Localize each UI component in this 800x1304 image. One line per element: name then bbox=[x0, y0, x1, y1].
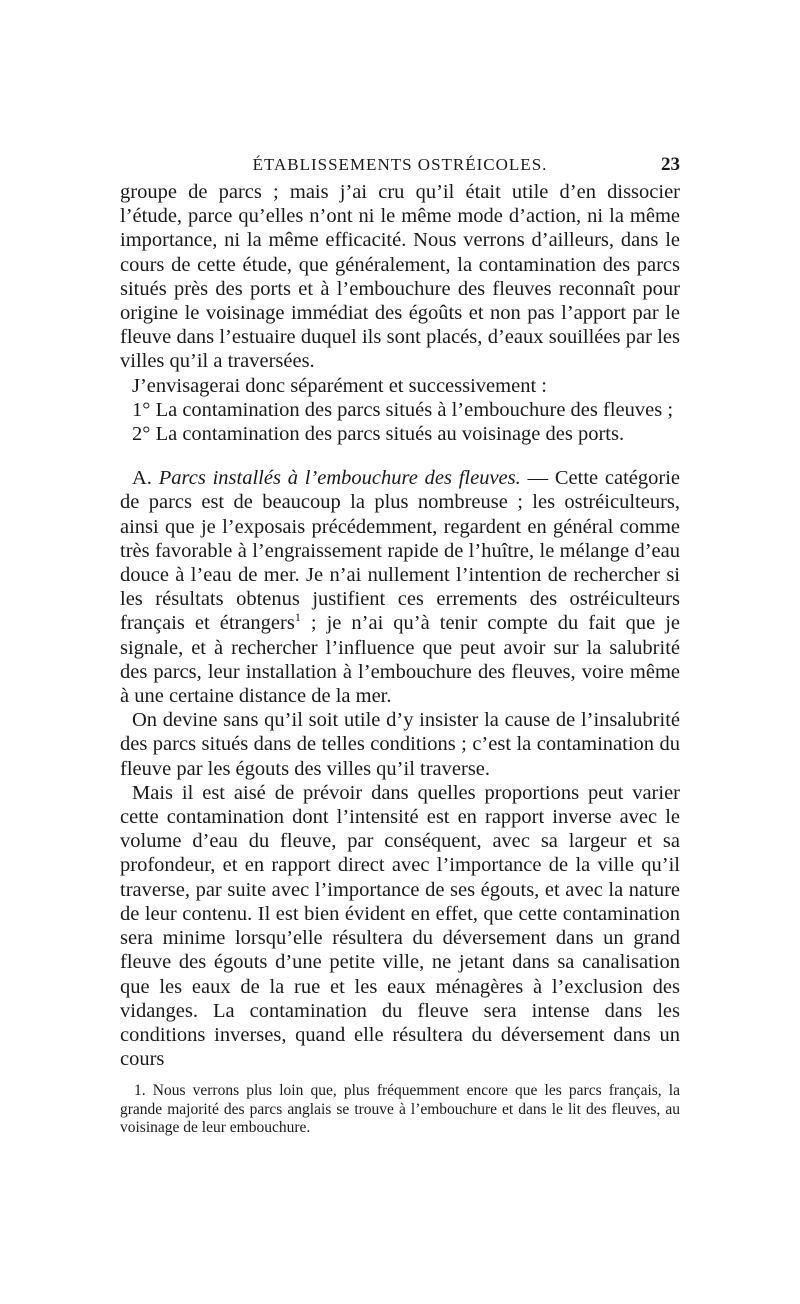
running-title: ÉTABLISSEMENTS OSTRÉICOLES. bbox=[252, 155, 548, 174]
list-item-2: 2° La contamination des parcs situés au voisinage des ports. bbox=[132, 423, 625, 446]
section-text-a: — Cette catégorie de parcs est de beaucoup la plus nombreuse ; les ostréiculteurs, ainsi que je l’exposais précédemment, regardent en général comme très favorable à l’engraissement rapide de l’huître, le mélange d’eau douce à l’eau de mer. Je n’ai nullement l’intention de rechercher si les résultats obtenus justifient ces errements des ostréiculteurs français et étrangers bbox=[120, 467, 681, 635]
paragraph-6: On devine sans qu’il soit utile d’y insister la cause de l’insalubrité des parcs situés dans de telles conditions ; c’est la contamination du fleuve par les égouts des villes qu’il traverse. bbox=[120, 709, 680, 780]
list-item-1: 1° La contamination des parcs situés à l’embouchure des fleuves ; bbox=[132, 398, 674, 421]
section-title: Parcs installés à l’embouchure des fleuves. bbox=[158, 467, 521, 490]
footnote: 1. Nous verrons plus loin que, plus fréquemment encore que les parcs français, la grande majorité des parcs anglais se trouve à l’embouchure et dans le lit des fleuves, au voisinage de leur embouchure. bbox=[120, 1082, 680, 1136]
paragraph-2: J’envisagerai donc séparément et successivement : bbox=[132, 374, 547, 397]
footnote-marker: 1 bbox=[294, 610, 301, 625]
paragraph-1: groupe de parcs ; mais j’ai cru qu’il était utile d’en dissocier l’étude, parce qu’elles n’ont ni le même mode d’action, ni la même importance, ni la même efficacité. Nous verrons d’ailleurs, dans le cours de cette étude, que généralement, la contamination des parcs situés près des ports et à l’embouchure des fleuves reconnaît pour origine le voisinage immédiat des égoûts et non pas l’apport par le fleuve dans l’estuaire duquel ils sont placés, d’eaux souillées par les villes qu’il a traversées. bbox=[120, 181, 680, 373]
page-header bbox=[120, 150, 680, 180]
section-paragraph bbox=[120, 466, 680, 708]
section-text-b: ; je n’ai qu’à tenir compte du fait que je signale, et à rechercher l’influence que peut avoir sur la salubrité des parcs, leur installation à l’embouchure des fleuves, voire même à une certaine distance de la mer. bbox=[120, 612, 680, 708]
section-label: A. bbox=[132, 467, 152, 490]
paragraph-7: Mais il est aisé de prévoir dans quelles proportions peut varier cette contamination dont l’intensité est en rapport inverse avec le volume d’eau du fleuve, par conséquent, avec sa largeur et sa profondeur, et en rapport direct avec l’importance de la ville qu’il traverse, par suite avec l’importance de ses égouts, et avec la nature de leur contenu. Il est bien évident en effet, que cette contamination sera minime lorsqu’elle résultera du déversement dans un grand fleuve des égouts d’une petite ville, ne jetant dans sa canalisation que les eaux de la rue et les eaux ménagères à l’exclusion des vidanges. La contamination du fleuve sera intense dans les conditions inverses, quand elle résultera du déversement dans un cours bbox=[120, 781, 680, 1071]
body-text bbox=[120, 180, 680, 1071]
page-number: 23 bbox=[661, 154, 680, 175]
